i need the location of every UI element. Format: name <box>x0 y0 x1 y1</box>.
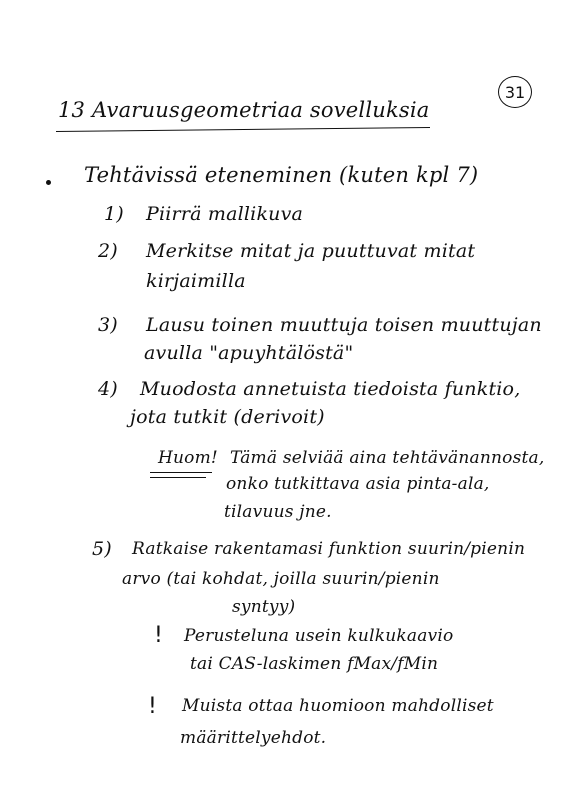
step-number: 4) <box>98 378 118 400</box>
step-number: 3) <box>98 314 118 336</box>
page-number: 31 <box>498 76 532 108</box>
note-text: tilavuus jne. <box>224 502 332 522</box>
step-number: 1) <box>104 203 124 225</box>
exclamation-icon: ! <box>148 694 158 719</box>
title-underline <box>56 127 430 132</box>
remark-text: tai CAS-laskimen fMax/fMin <box>190 654 439 674</box>
bullet-heading: Tehtävissä eteneminen (kuten kpl 7) <box>84 163 479 187</box>
step-text: syntyy) <box>232 597 296 617</box>
page-title: 13 Avaruusgeometriaa sovelluksia <box>58 98 430 122</box>
step-text: Piirrä mallikuva <box>146 203 304 225</box>
note-label: Huom! <box>158 448 218 468</box>
remark-text: Perusteluna usein kulkukaavio <box>184 626 454 646</box>
note-underline <box>150 472 212 473</box>
exclamation-icon: ! <box>154 623 164 648</box>
step-number: 5) <box>92 538 112 560</box>
note-underline <box>150 477 206 478</box>
step-text: arvo (tai kohdat, joilla suurin/pienin <box>122 569 440 589</box>
step-text: Lausu toinen muuttuja toisen muuttujan <box>146 314 542 336</box>
step-text: Ratkaise rakentamasi funktion suurin/pienin <box>132 539 526 559</box>
step-text: Merkitse mitat ja puuttuvat mitat <box>146 240 476 262</box>
step-number: 2) <box>98 240 118 262</box>
remark-text: määrittelyehdot. <box>180 728 327 748</box>
step-text: kirjaimilla <box>146 270 246 292</box>
step-text: jota tutkit (derivoit) <box>130 406 325 428</box>
bullet-dot <box>46 180 51 185</box>
step-text: avulla "apuyhtälöstä" <box>144 342 354 364</box>
note-text: onko tutkittava asia pinta-ala, <box>226 474 490 494</box>
note-text: Tämä selviää aina tehtävänannosta, <box>230 448 545 468</box>
step-text: Muodosta annetuista tiedoista funktio, <box>140 378 521 400</box>
remark-text: Muista ottaa huomioon mahdolliset <box>182 696 494 716</box>
